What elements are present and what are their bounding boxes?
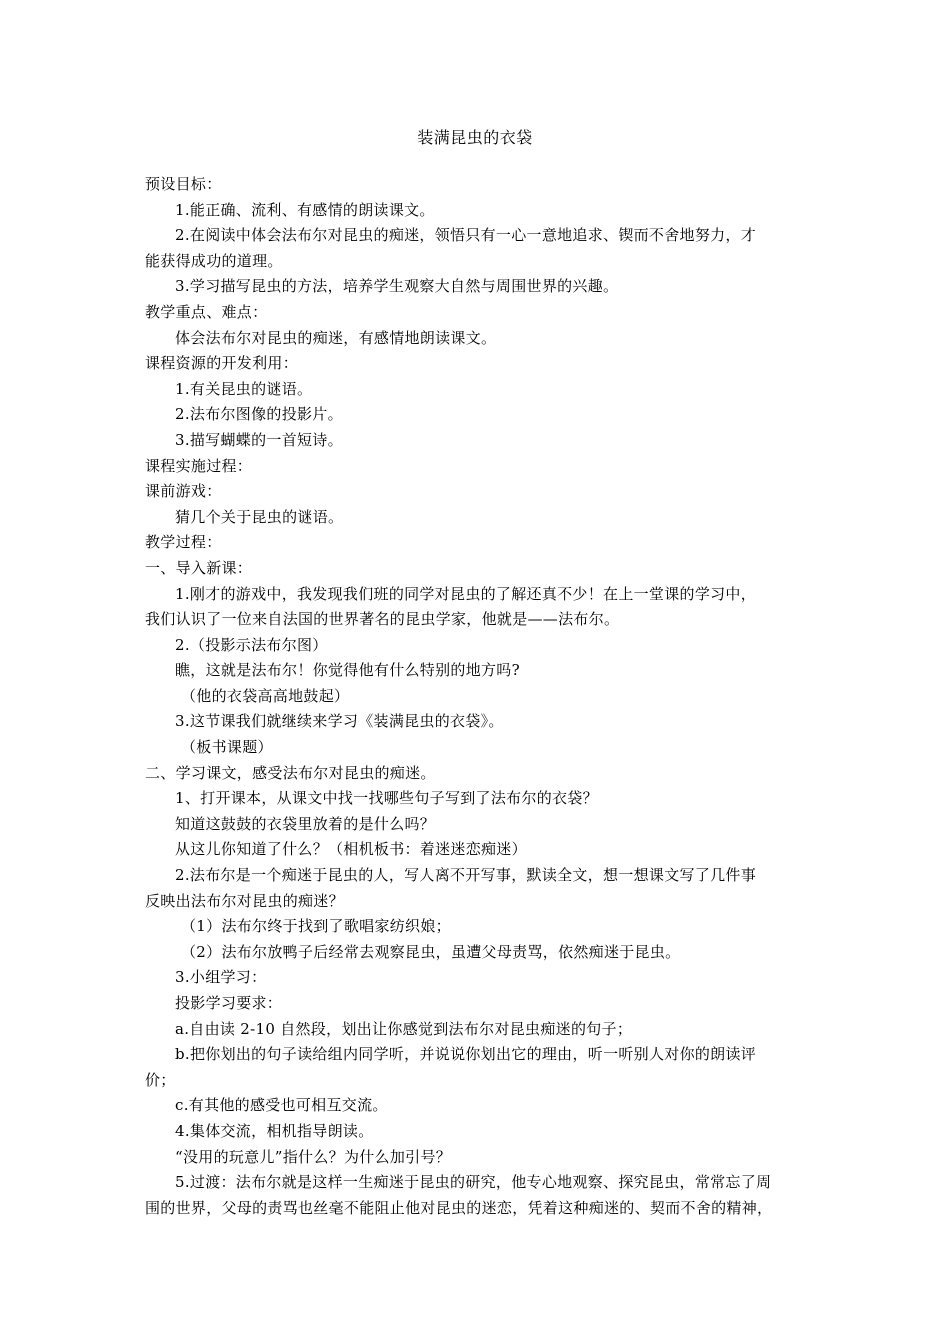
resource-item-3: 3.描写蝴蝶的一首短诗。 [175, 430, 343, 449]
part-two-item-2-continued: 反映出法布尔对昆虫的痴迷？ [145, 891, 344, 910]
part-one-question: 瞧，这就是法布尔！你觉得他有什么特别的地方吗? [175, 661, 520, 680]
part-two-item-2: 2.法布尔是一个痴迷于昆虫的人，写人离不开写事，默读全文，想一想课文写了几件事 [175, 866, 757, 885]
part-two-item-5: 5.过渡：法布尔就是这样一生痴迷于昆虫的研究，他专心地观察、探究昆虫，常常忘了周 [175, 1173, 772, 1192]
part-two-item-4: 4.集体交流，相机指导朗读。 [175, 1121, 374, 1140]
part-two-heading: 二、学习课文，感受法布尔对昆虫的痴迷。 [145, 763, 436, 782]
requirement-a: a.自由读 2-10 自然段，划出让你感觉到法布尔对昆虫痴迷的句子； [175, 1019, 633, 1038]
resource-item-1: 1.有关昆虫的谜语。 [175, 379, 313, 398]
goal-item-1: 1.能正确、流利、有感情的朗读课文。 [175, 200, 435, 219]
document-title: 装满昆虫的衣袋 [417, 128, 533, 147]
section-heading-goals: 预设目标： [145, 175, 222, 193]
pre-game-text: 猜几个关于昆虫的谜语。 [175, 507, 344, 526]
part-one-item-1: 1.刚才的游戏中，我发现我们班的同学对昆虫的了解还真不少！在上一堂课的学习中， [175, 584, 757, 603]
part-one-answer: （他的衣袋高高地鼓起） [181, 686, 350, 705]
part-two-question-1: 知道这鼓鼓的衣袋里放着的是什么吗？ [175, 814, 436, 833]
part-two-item-1: 1、打开课本，从课文中找一找哪些句子写到了法布尔的衣袋？ [175, 789, 598, 808]
part-one-board-note: （板书课题） [181, 738, 273, 757]
requirement-b: b.把你划出的句子读给组内同学听，并说说你划出它的理由，听一听别人对你的朗读评 [175, 1045, 757, 1064]
goal-item-2: 2.在阅读中体会法布尔对昆虫的痴迷，领悟只有一心一意地追求、锲而不舍地努力，才 [175, 226, 757, 245]
part-one-item-1-continued: 我们认识了一位来自法国的世界著名的昆虫学家，他就是——法布尔。 [145, 610, 620, 629]
part-two-question-2: 从这儿你知道了什么？（相机板书：着迷迷恋痴迷） [175, 840, 527, 859]
goal-item-2-continued: 能获得成功的道理。 [145, 251, 283, 270]
part-one-heading: 一、导入新课： [145, 558, 253, 577]
key-points-text: 体会法布尔对昆虫的痴迷，有感情地朗读课文。 [175, 328, 497, 347]
part-two-event-1: （1）法布尔终于找到了歌唱家纺织娘； [181, 917, 451, 936]
part-two-requirements-heading: 投影学习要求： [175, 994, 283, 1012]
section-heading-resources: 课程资源的开发利用： [145, 354, 299, 373]
part-two-item-5-continued: 围的世界，父母的责骂也丝毫不能阻止他对昆虫的迷恋，凭着这种痴迷的、契而不舍的精神， [145, 1198, 773, 1217]
requirement-c: c.有其他的感受也可相互交流。 [175, 1096, 388, 1115]
section-heading-key-points: 教学重点、难点： [145, 302, 268, 321]
section-heading-process: 课程实施过程： [145, 456, 253, 475]
section-heading-teaching: 教学过程： [145, 533, 222, 552]
part-two-item-3: 3.小组学习： [175, 968, 267, 987]
resource-item-2: 2.法布尔图像的投影片。 [175, 405, 343, 424]
part-one-item-2: 2.（投影示法布尔图） [175, 635, 328, 654]
goal-item-3: 3.学习描写昆虫的方法，培养学生观察大自然与周围世界的兴趣。 [175, 277, 619, 296]
part-two-event-2: （2）法布尔放鸭子后经常去观察昆虫，虽遭父母责骂，依然痴迷于昆虫。 [181, 942, 681, 961]
document-body [145, 172, 809, 1221]
requirement-b-continued: 价； [145, 1070, 176, 1089]
section-heading-pre-game: 课前游戏： [145, 482, 222, 501]
part-one-item-3: 3.这节课我们就继续来学习《装满昆虫的衣袋》。 [175, 712, 504, 731]
part-two-quote-question: “没用的玩意儿”指什么？为什么加引号？ [175, 1147, 452, 1166]
